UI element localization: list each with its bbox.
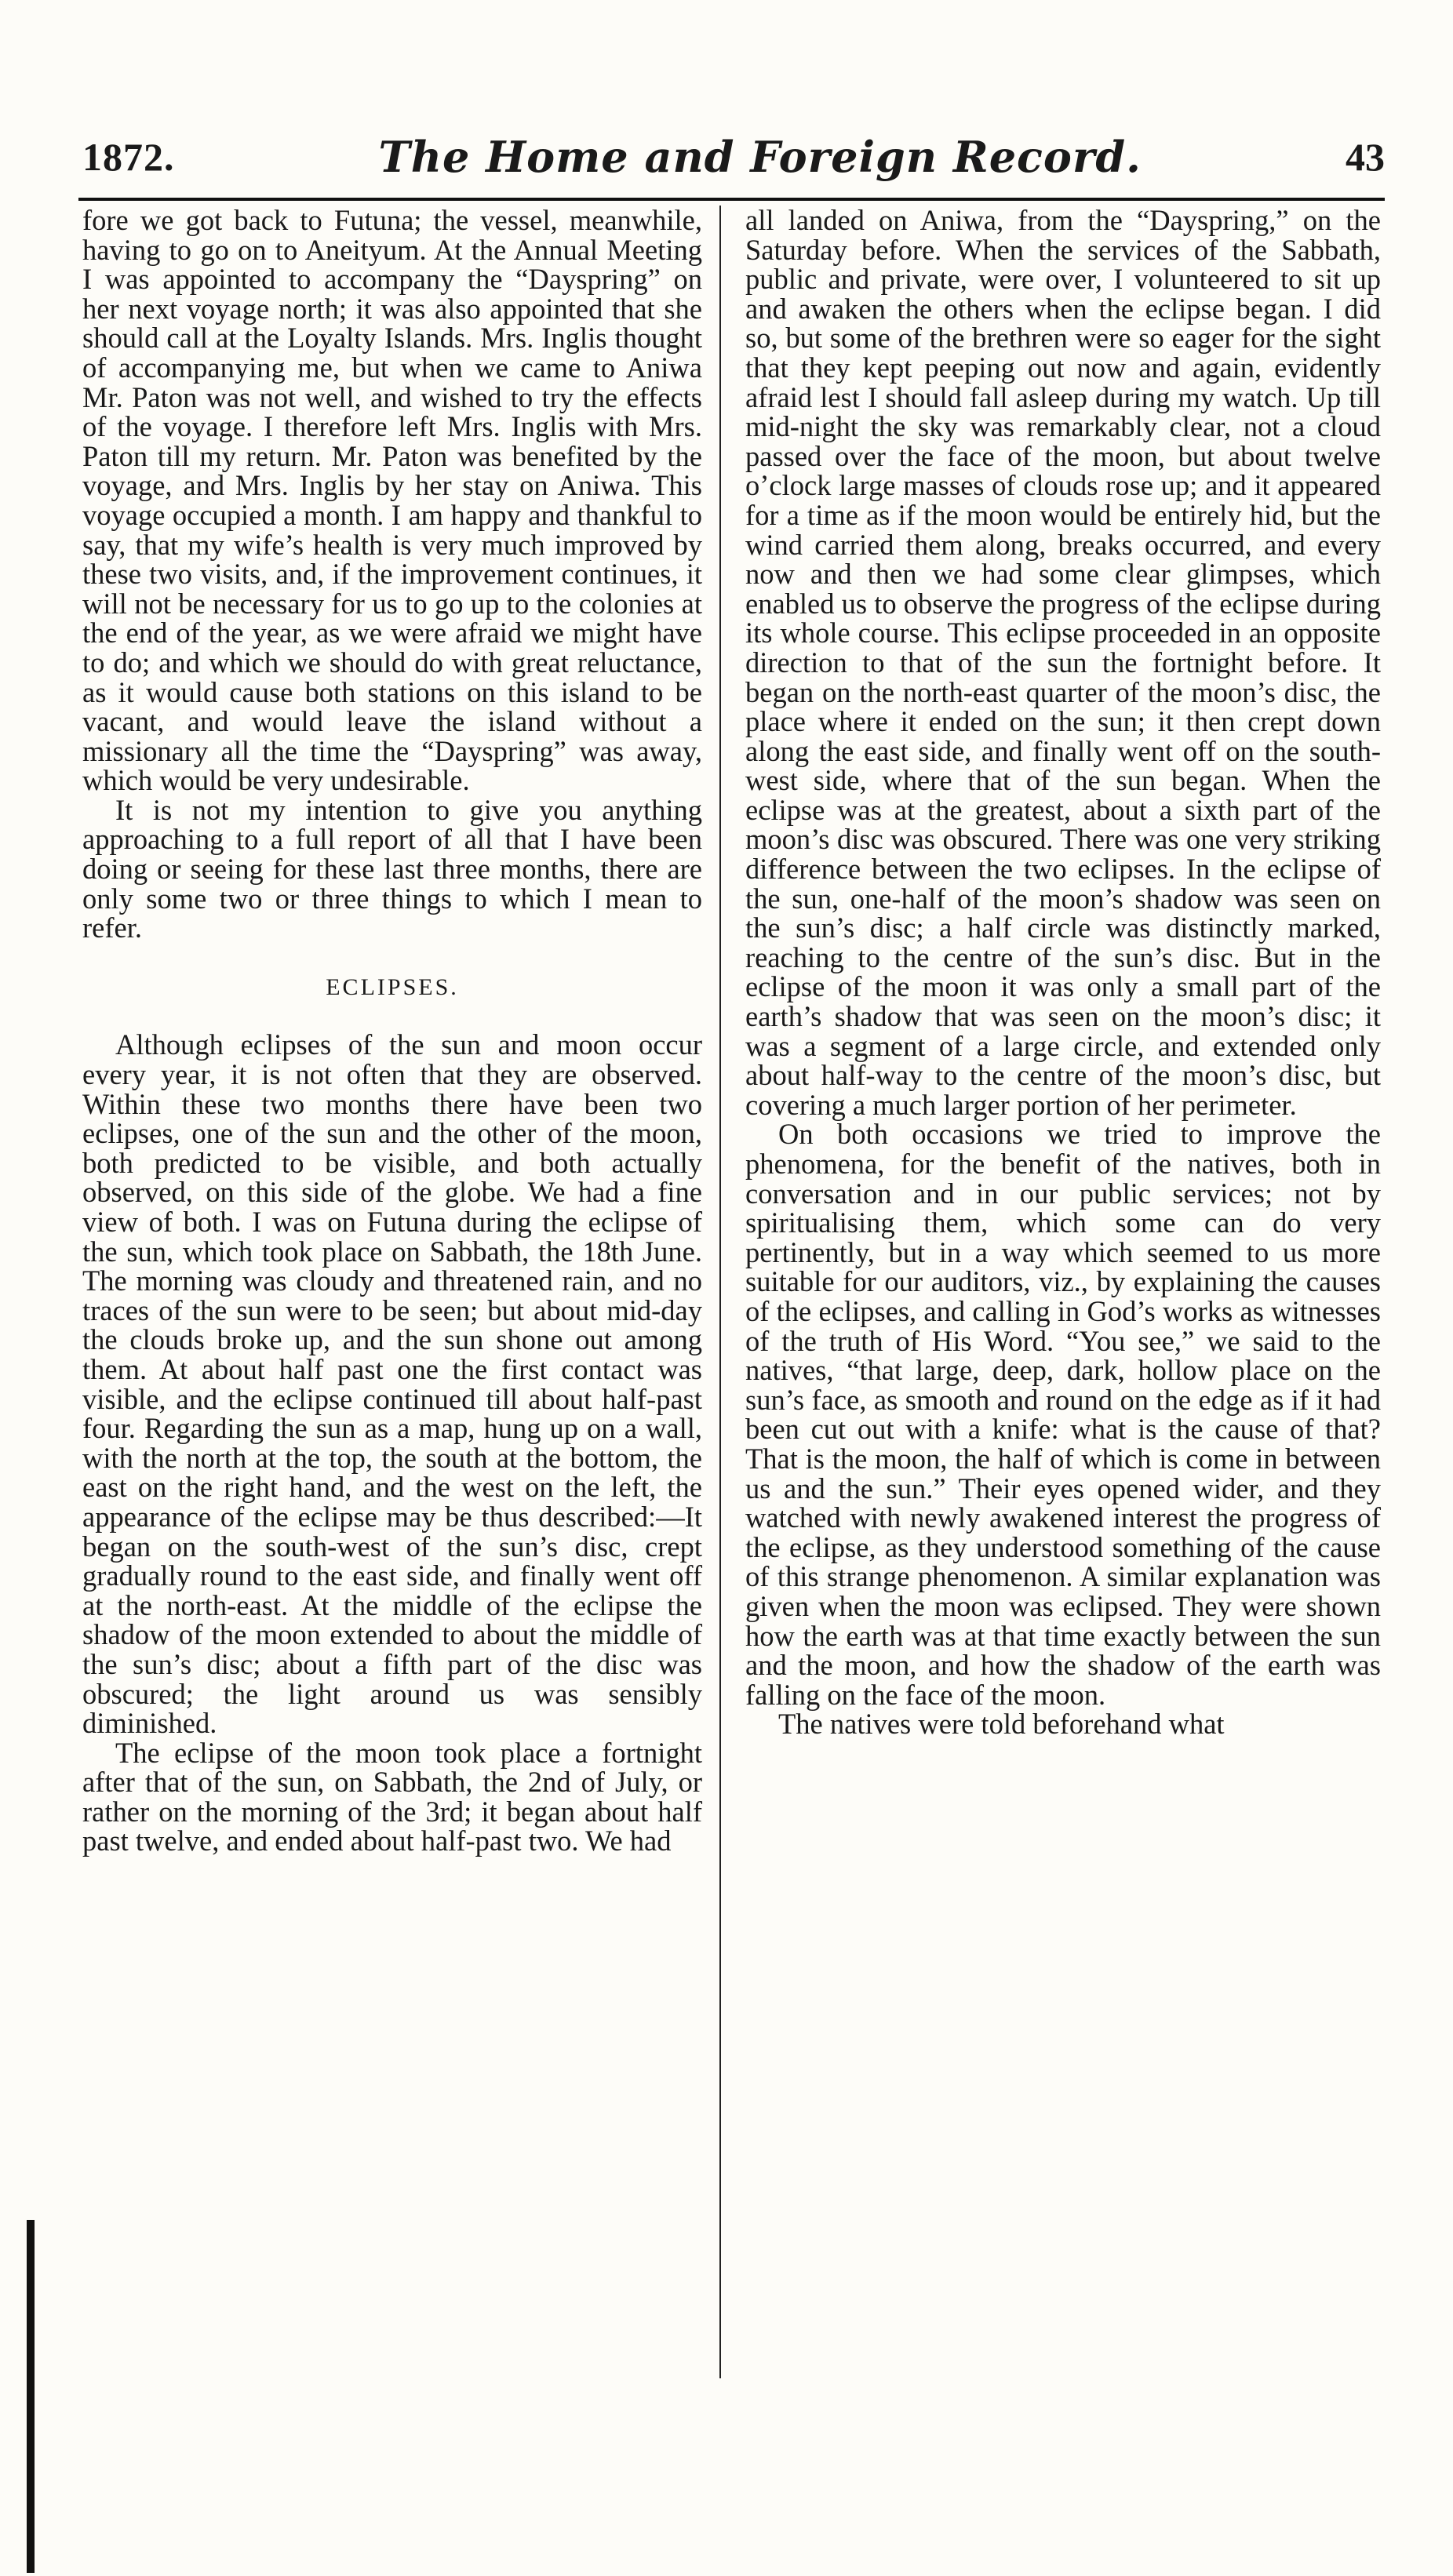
left-paragraph-2: It is not my intention to give you anything approaching to a full report of all that I have been doing or seeing for these last three months, there are only some two or three things to which I mean to refer.: [82, 793, 702, 944]
header-year: 1872.: [82, 135, 175, 179]
publication-title: The Home and Foreign Record.: [378, 132, 1142, 182]
header-rule: [78, 198, 1385, 201]
right-paragraph-1: all landed on Aniwa, from the “Dayspring,” on the Saturday before. When the services of the Sabbath, public and private, were over, I volunteered to sit up and awaken the others when the eclipse began. I did so, but some of the brethren were so eager for the sight that they kept peeping out now and again, evidently afraid lest I should fall asleep during my watch. Up till mid-night the sky was remarkably clear, not a cloud passed over the face of the moon, but about twelve o’clock large masses of clouds rose up; and it appeared for a time as if the moon would be entirely hid, but the wind carried them along, breaks occurred, and every now and then we had some clear glimpses, which enabled us to observe the progress of the eclipse during its whole course. This eclipse proceeded in an opposite direction to that of the sun the fortnight before. It began on the north-east quarter of the moon’s disc, the place where it ended on the sun; it then crept down along the east side, and finally went off on the south-west side, where that of the sun began. When the eclipse was at the greatest, about a sixth part of the moon’s disc was obscured. There was one very striking difference between the two eclipses. In the eclipse of the sun, one-half of the moon’s shadow was seen on the sun’s disc; a half circle was distinctly marked, reaching to the centre of the sun’s disc. But in the eclipse of the moon it was only a small part of the earth’s shadow that was seen on the moon’s disc; it was a segment of a large circle, and extended only about half-way to the centre of the moon’s disc, but covering a much larger portion of her perimeter.: [745, 204, 1381, 1121]
left-paragraph-1: fore we got back to Futuna; the vessel, meanwhile, having to go on to Aneityum. At the Annual Meeting I was appointed to accompany the “Dayspring” on her next voyage north; it was also appointed that she should call at the Loyalty Islands. Mrs. Inglis thought of accompanying me, but when we came to Aniwa Mr. Paton was not well, and wished to try the effects of the voyage. I therefore left Mrs. Inglis with Mrs. Paton till my return. Mr. Paton was benefited by the voyage, and Mrs. Inglis by her stay on Aniwa. This voyage occupied a month. I am happy and thankful to say, that my wife’s health is very much improved by these two visits, and, if the improvement continues, it will not be necessary for us to go up to the colonies at the end of the year, as we were afraid we might have to do; and which we should do with great reluctance, as it would cause both stations on this island to be vacant, and would leave the island without a missionary all the time the “Dayspring” was away, which would be very undesirable.: [82, 204, 702, 797]
scan-margin-shadow: [27, 2220, 35, 2573]
page-header: [82, 126, 1385, 188]
left-column: [82, 206, 702, 1856]
right-paragraph-3: The natives were told beforehand what: [778, 1708, 1225, 1741]
left-paragraph-4: The eclipse of the moon took place a fortnight after that of the sun, on Sabbath, the 2nd of July, or rather on the morning of the 3rd; it began about half past twelve, and ended about half-past two. We had: [82, 1736, 702, 1857]
section-heading-eclipses: ECLIPSES.: [326, 973, 459, 1000]
left-paragraph-3: Although eclipses of the sun and moon occur every year, it is not often that they are observed. Within these two months there have been two eclipses, one of the sun and the other of the moon, both predicted to be visible, and both actually observed, on this side of the globe. We had a fine view of both. I was on Futuna during the eclipse of the sun, which took place on Sabbath, the 18th June. The morning was cloudy and threatened rain, and no traces of the sun were to be seen; but about mid-day the clouds broke up, and the sun shone out among them. At about half past one the first contact was visible, and the eclipse continued till about half-past four. Regarding the sun as a map, hung up on a wall, with the north at the top, the south at the bottom, the east on the right hand, and the west on the left, the appearance of the eclipse may be thus described:—It began on the south-west of the sun’s disc, crept gradually round to the east side, and finally went off at the north-east. At the middle of the eclipse the shadow of the moon extended to about the middle of the sun’s disc; about a fifth part of the disc was obscured; the light around us was sensibly diminished.: [82, 1028, 702, 1740]
right-paragraph-2: On both occasions we tried to improve the phenomena, for the benefit of the natives, both in conversation and in our public services; not by spiritualising them, which some can do very pertinently, but in a way which seemed to us more suitable for our auditors, viz., by explaining the causes of the eclipses, and calling in God’s works as witnesses of the truth of His Word. “You see,” we said to the natives, “that large, deep, dark, hollow place on the sun’s face, as smooth and round on the edge as if it had been cut out with a knife: what is the cause of that? That is the moon, the half of which is come in between us and the sun.” Their eyes opened wider, and they watched with newly awakened interest the progress of the eclipse, as they understood something of the cause of this strange phenomenon. A similar explanation was given when the moon was eclipsed. They were shown how the earth was at that time exactly between the sun and the moon, and how the shadow of the earth was falling on the face of the moon.: [745, 1118, 1381, 1711]
page-number: 43: [1345, 135, 1385, 179]
column-divider: [719, 206, 721, 2378]
right-column: [745, 206, 1381, 1739]
